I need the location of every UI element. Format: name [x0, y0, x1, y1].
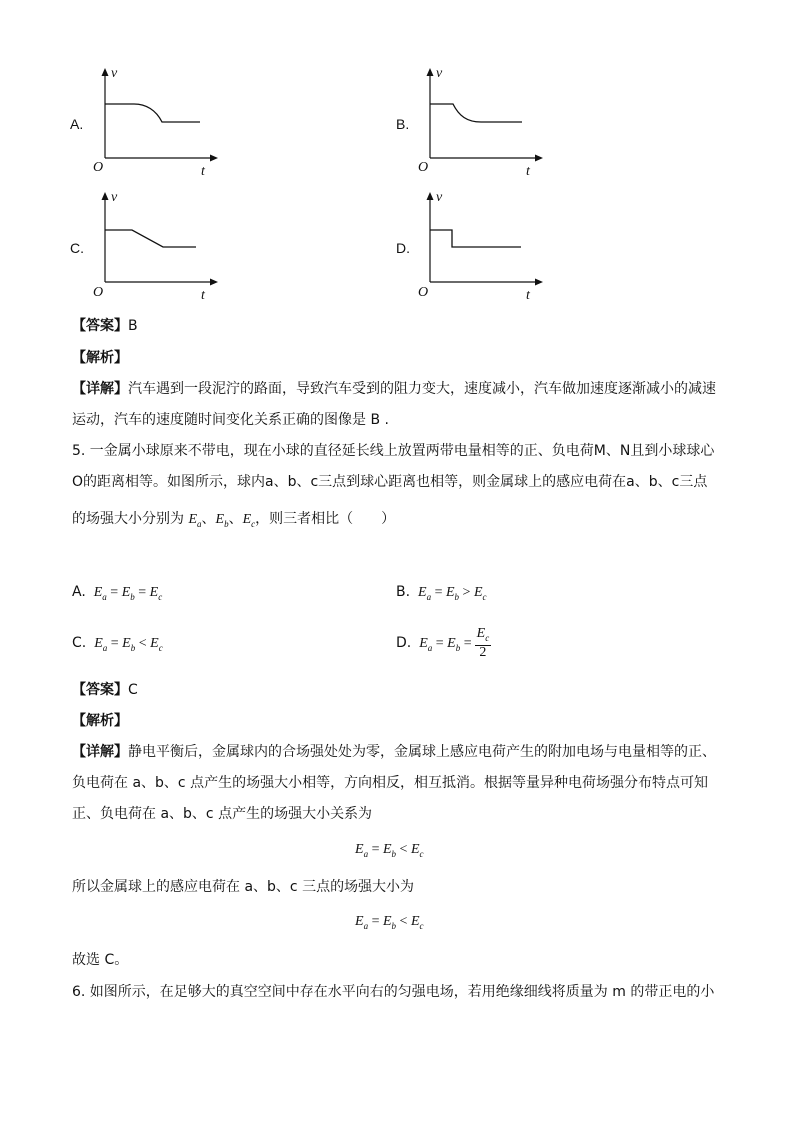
- graph-c-t-label: t: [201, 288, 205, 303]
- graph-d-velocity-step: [430, 230, 521, 247]
- graph-a-v-label: v: [111, 66, 118, 81]
- q4-detail-tag: 【详解】: [72, 381, 128, 397]
- q5-stem-prefix: 的场强大小分别为: [72, 511, 184, 527]
- q5-option-b: [396, 582, 487, 607]
- q4-analysis-tag: 【解析】: [72, 350, 128, 366]
- q5-detail-line-3: 正、负电荷在 a、b、c 点产生的场强大小关系为: [72, 806, 373, 822]
- graph-c-vt-plot: [90, 190, 220, 302]
- q4-answer-value: B: [128, 318, 138, 334]
- graph-c-t-arrow: [210, 279, 218, 286]
- q5-option-c-formula: $E_a = E_b < E_c$: [94, 636, 163, 653]
- graph-a-t-arrow: [210, 155, 218, 162]
- q5-detail-text-1: 静电平衡后，金属球内的合场强处处为零，金属球上感应电荷产生的附加电场与电量相等的正、: [128, 744, 716, 760]
- graph-a-velocity-curve: [105, 104, 200, 122]
- graph-a-t-label: t: [201, 164, 205, 179]
- q5-analysis-tag: 【解析】: [72, 713, 128, 729]
- q5-detail-line-1: [72, 742, 716, 762]
- q5-detail-line-2: 负电荷在 a、b、c 点产生的场强大小相等，方向相反，相互抵消。根据等量异种电荷场强分布特点可知: [72, 775, 709, 791]
- q5-stem-line-2: O的距离相等。如图所示，球内a、b、c三点到球心距离也相等，则金属球上的感应电荷在a、b、c三点: [72, 474, 708, 490]
- q5-option-a-formula: $E_a = E_b = E_c$: [93, 585, 163, 602]
- graph-a-option-label: A.: [70, 116, 84, 132]
- q5-option-a: [72, 582, 162, 607]
- q5-detail-line-4: 所以金属球上的感应电荷在 a、b、c 三点的场强大小为: [72, 879, 415, 895]
- graph-d-v-arrow: [427, 192, 434, 200]
- q5-option-d: [396, 624, 491, 667]
- q5-option-c: [72, 633, 163, 658]
- q5-option-c-label: C.: [72, 635, 87, 651]
- q5-option-d-label: D.: [396, 635, 412, 651]
- q5-field-symbols: $E_a$、$E_b$、$E_c$: [188, 512, 256, 529]
- q5-formula-1: $E_a = E_b < E_c$: [355, 842, 424, 859]
- graph-c-velocity-line: [105, 230, 196, 247]
- graph-a-vt-plot: [90, 66, 220, 178]
- q5-answer-tag: 【答案】: [72, 682, 128, 698]
- graph-c-v-label: v: [111, 190, 118, 205]
- graph-a-v-arrow: [102, 68, 109, 76]
- graph-a-origin-label: O: [93, 160, 104, 175]
- q5-option-d-formula: $E_a = E_b$ = $\frac{E_c}{2}$: [419, 626, 490, 661]
- graph-b-v-arrow: [427, 68, 434, 76]
- graph-c-option-label: C.: [70, 240, 84, 256]
- graph-b-vt-plot: [415, 66, 545, 178]
- graph-c-origin-label: O: [93, 285, 104, 300]
- q5-answer-value: C: [128, 682, 138, 698]
- q6-stem-line-1: 6. 如图所示，在足够大的真空空间中存在水平向右的匀强电场，若用绝缘细线将质量为 m 的带正电的小: [72, 984, 715, 1000]
- graph-b-velocity-curve: [430, 104, 522, 122]
- q4-answer-line: [72, 316, 138, 336]
- q5-option-b-label: B.: [396, 584, 411, 600]
- q4-detail-text-1: 汽车遇到一段泥泞的路面，导致汽车受到的阻力变大，速度减小，汽车做加速度逐渐减小的减速: [128, 381, 716, 397]
- q5-option-a-label: A.: [72, 584, 86, 600]
- q5-stem-line-3: [72, 509, 395, 534]
- graph-b-t-label: t: [526, 164, 530, 179]
- graph-b-t-arrow: [535, 155, 543, 162]
- q5-stem-suffix: ，则三者相比（ ）: [255, 511, 396, 527]
- graph-d-v-label: v: [436, 190, 443, 205]
- graph-d-t-arrow: [535, 279, 543, 286]
- q5-formula-2: $E_a = E_b < E_c$: [355, 914, 424, 931]
- q5-option-b-formula: $E_a = E_b > E_c$: [418, 585, 487, 602]
- graph-c-v-arrow: [102, 192, 109, 200]
- graph-d-option-label: D.: [396, 240, 410, 256]
- graph-b-origin-label: O: [418, 160, 429, 175]
- graph-b-v-label: v: [436, 66, 443, 81]
- q4-detail-line-2: 运动，汽车的速度随时间变化关系正确的图像是 B .: [72, 412, 389, 428]
- q5-stem-line-1: 5. 一金属小球原来不带电，现在小球的直径延长线上放置两带电量相等的正、负电荷M、N且到小球球心: [72, 443, 715, 459]
- q5-answer-line: [72, 680, 138, 700]
- graph-d-origin-label: O: [418, 285, 429, 300]
- q5-conclusion: 故选 C。: [72, 952, 129, 968]
- graph-d-t-label: t: [526, 288, 530, 303]
- q5-detail-tag: 【详解】: [72, 744, 128, 760]
- q4-detail-line-1: [72, 379, 716, 399]
- q4-answer-tag: 【答案】: [72, 318, 128, 334]
- graph-d-vt-plot: [415, 190, 545, 302]
- graph-b-option-label: B.: [396, 116, 410, 132]
